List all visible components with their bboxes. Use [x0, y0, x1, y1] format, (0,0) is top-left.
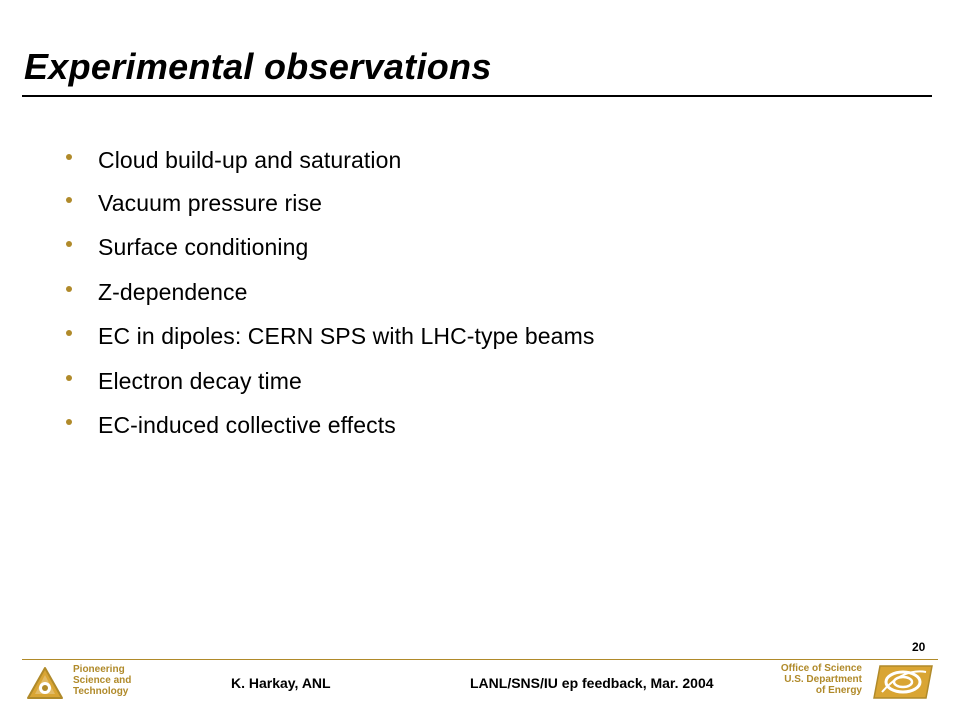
doe-line: U.S. Department — [784, 674, 862, 685]
page-number: 20 — [912, 640, 926, 654]
tagline-line: Technology — [73, 686, 129, 697]
tagline-line: Science and — [73, 675, 132, 686]
doe-tagline — [760, 663, 862, 696]
argonne-logo-icon — [24, 664, 66, 702]
bullet-text: Cloud build-up and saturation — [98, 146, 402, 173]
title-underline — [22, 95, 932, 97]
bullet-item — [62, 188, 322, 218]
tagline-line: Pioneering — [73, 664, 125, 675]
bullet-dot-icon — [62, 193, 76, 207]
bullet-item — [62, 277, 248, 307]
bullet-dot-icon — [62, 237, 76, 251]
bullet-dot-icon — [62, 371, 76, 385]
bullet-item — [62, 232, 308, 262]
bullet-text: Vacuum pressure rise — [98, 189, 322, 216]
bullet-item — [62, 366, 302, 396]
bullet-text: Electron decay time — [98, 367, 302, 394]
bullet-dot-icon — [62, 150, 76, 164]
doe-line: Office of Science — [780, 663, 862, 674]
bullet-text: Z-dependence — [98, 278, 248, 305]
footer-event: LANL/SNS/IU ep feedback, Mar. 2004 — [470, 675, 714, 691]
bullet-item — [62, 145, 401, 175]
bullet-item — [62, 321, 594, 351]
footer-divider — [22, 659, 938, 660]
bullet-text: Surface conditioning — [98, 233, 309, 260]
bullet-dot-icon — [62, 326, 76, 340]
doe-office-of-science-logo-icon — [872, 662, 934, 702]
bullet-dot-icon — [62, 415, 76, 429]
bullet-dot-icon — [62, 282, 76, 296]
argonne-tagline — [73, 664, 153, 697]
bullet-text: EC-induced collective effects — [98, 411, 396, 438]
bullet-item — [62, 410, 396, 440]
doe-line: of Energy — [815, 685, 862, 696]
bullet-text: EC in dipoles: CERN SPS with LHC-type beams — [98, 322, 595, 349]
slide-title: Experimental observations — [24, 46, 492, 87]
footer-author: K. Harkay, ANL — [231, 675, 331, 691]
